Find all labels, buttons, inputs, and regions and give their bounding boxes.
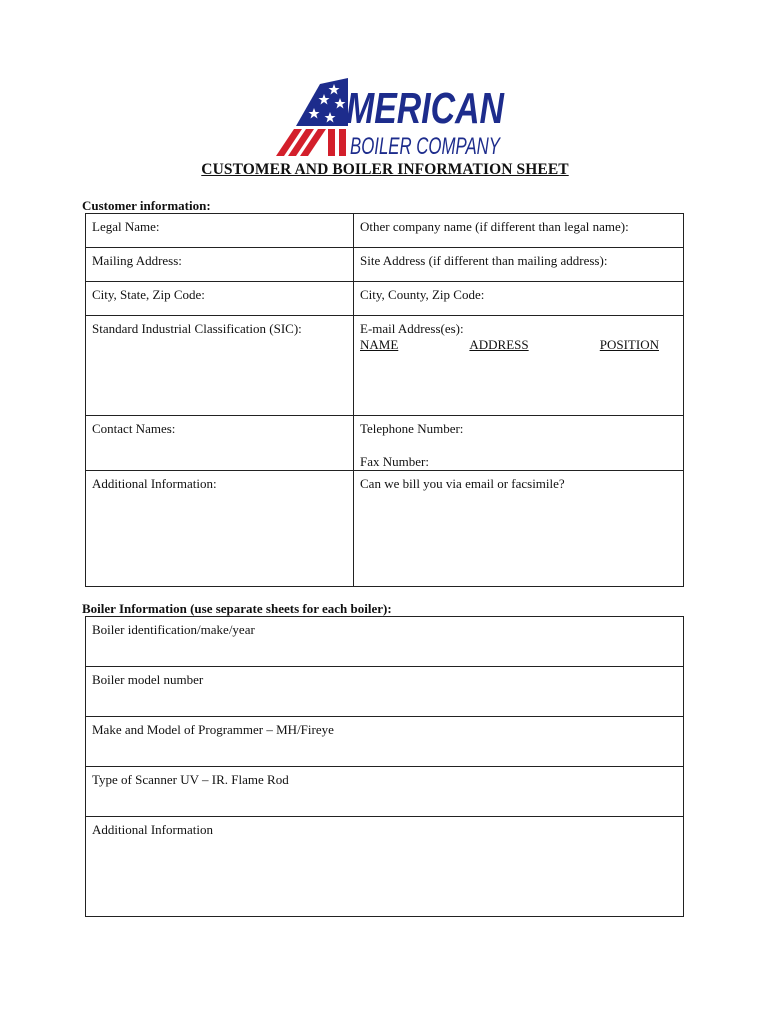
- email-column-headers: [360, 337, 677, 353]
- other-company-name-field[interactable]: Other company name (if different than legal name):: [354, 214, 684, 248]
- email-col-position: POSITION: [599, 337, 659, 352]
- boiler-model-number-field[interactable]: Boiler model number: [86, 667, 684, 717]
- bill-via-email-field[interactable]: Can we bill you via email or facsimile?: [354, 471, 684, 587]
- email-col-address: ADDRESS: [469, 337, 529, 352]
- city-county-zip-field[interactable]: City, County, Zip Code:: [354, 282, 684, 316]
- customer-info-table: [85, 213, 684, 587]
- page-title: CUSTOMER AND BOILER INFORMATION SHEET: [201, 161, 569, 178]
- city-state-zip-field[interactable]: City, State, Zip Code:: [86, 282, 354, 316]
- email-label: E-mail Address(es):: [360, 321, 464, 336]
- scanner-type-field[interactable]: Type of Scanner UV – IR. Flame Rod: [86, 767, 684, 817]
- telephone-label: Telephone Number:: [360, 421, 464, 436]
- logo-stripes: [276, 129, 346, 156]
- contact-names-field[interactable]: Contact Names:: [86, 416, 354, 471]
- logo-text-american: MERICAN: [346, 84, 505, 133]
- legal-name-field[interactable]: Legal Name:: [86, 214, 354, 248]
- sic-field[interactable]: Standard Industrial Classification (SIC):: [86, 316, 354, 416]
- telephone-fax-field[interactable]: [354, 416, 684, 471]
- fax-label: Fax Number:: [360, 454, 429, 469]
- email-col-name: NAME: [360, 337, 399, 352]
- american-boiler-company-logo: [262, 76, 512, 160]
- boiler-info-table: [85, 616, 684, 917]
- site-address-field[interactable]: Site Address (if different than mailing address):: [354, 248, 684, 282]
- boiler-additional-info-field[interactable]: Additional Information: [86, 817, 684, 917]
- programmer-make-model-field[interactable]: Make and Model of Programmer – MH/Fireye: [86, 717, 684, 767]
- mailing-address-field[interactable]: Mailing Address:: [86, 248, 354, 282]
- boiler-section-heading: Boiler Information (use separate sheets for each boiler):: [82, 601, 392, 616]
- email-addresses-field[interactable]: [354, 316, 684, 416]
- additional-info-field[interactable]: Additional Information:: [86, 471, 354, 587]
- customer-section-heading: Customer information:: [82, 198, 211, 213]
- boiler-identification-field[interactable]: Boiler identification/make/year: [86, 617, 684, 667]
- logo-text-boiler-company: BOILER COMPANY: [350, 133, 502, 160]
